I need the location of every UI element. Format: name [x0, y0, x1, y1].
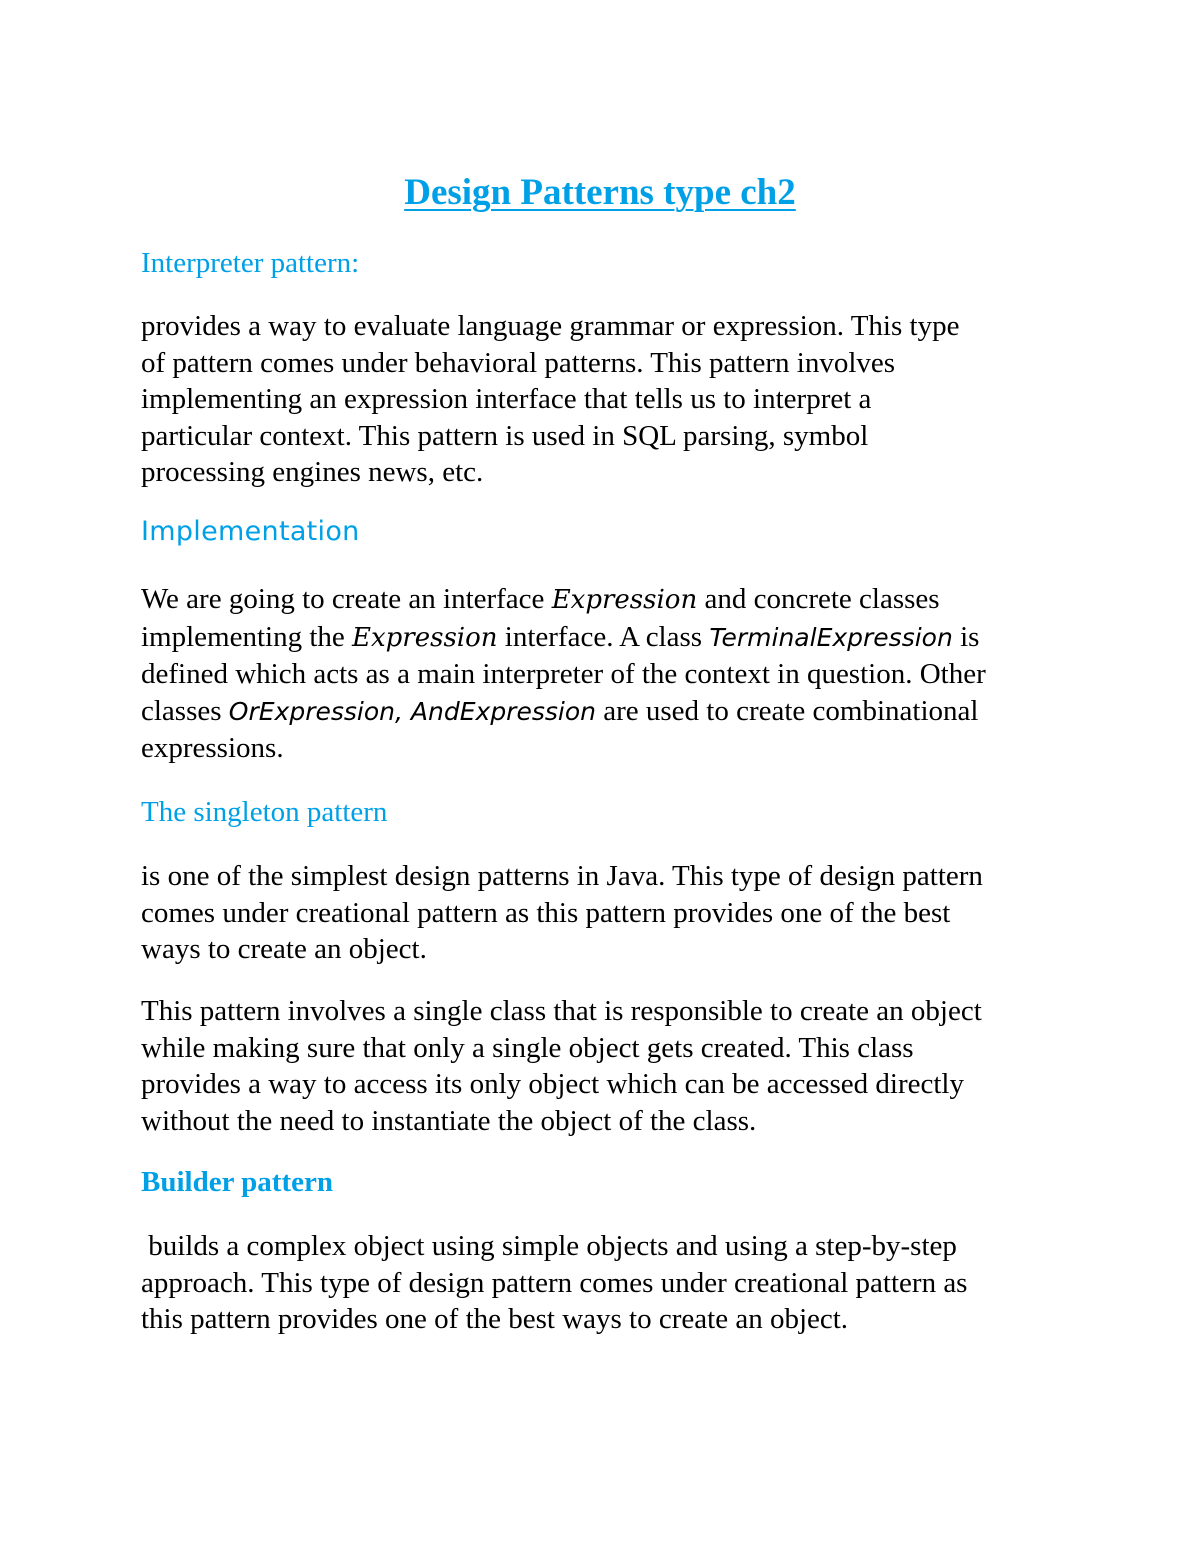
text-line: comes under creational pattern as this pattern provides one of the best	[141, 896, 951, 929]
text-line: This pattern involves a single class that is responsible to create an object	[141, 995, 982, 1027]
singleton-heading: The singleton pattern	[141, 796, 388, 828]
text-span: ,	[395, 696, 411, 726]
text-span: implementing the	[141, 620, 353, 653]
text-line: is one of the simplest design patterns in Java. This type of design pattern	[141, 860, 983, 892]
singleton-paragraph-1	[141, 858, 1071, 968]
builder-heading: Builder pattern	[141, 1166, 333, 1198]
text-line: implementing an expression interface that tells us to interpret a	[141, 383, 872, 415]
text-line: provides a way to access its only object which can be accessed directly	[141, 1068, 964, 1100]
text-line: defined which acts as a main interpreter of the context in question. Other	[141, 658, 986, 690]
text-line	[141, 693, 1071, 731]
text-span: is	[952, 620, 980, 653]
code-term: AndExpression	[410, 696, 596, 726]
code-term: TerminalExpression	[709, 622, 953, 652]
code-term: Expression	[551, 585, 698, 615]
text-line: ways to create an object.	[141, 933, 427, 965]
text-line: builds a complex object using simple objects and using a step-by-step	[141, 1230, 957, 1262]
interpreter-heading: Interpreter pattern:	[141, 247, 360, 279]
text-line: while making sure that only a single object gets created. This class	[141, 1031, 914, 1064]
text-span: classes	[141, 694, 229, 727]
code-term: OrExpression	[228, 696, 395, 726]
text-line: expressions.	[141, 732, 284, 764]
builder-paragraph	[141, 1228, 1071, 1338]
code-term: Expression	[352, 622, 498, 653]
text-line: this pattern provides one of the best ways to create an object.	[141, 1303, 849, 1335]
text-line: provides a way to evaluate language grammar or expression. This type	[141, 310, 960, 342]
text-line: without the need to instantiate the object of the class.	[141, 1104, 757, 1137]
text-line	[141, 619, 1071, 657]
text-line: particular context. This pattern is used in SQL parsing, symbol	[141, 419, 869, 452]
text-span: and concrete classes	[697, 583, 940, 615]
interpreter-paragraph	[141, 308, 1071, 491]
implementation-heading: Implementation	[141, 516, 360, 547]
text-span: We are going to create an interface	[141, 583, 552, 615]
page-title: Design Patterns type ch2	[404, 172, 796, 213]
text-line: processing engines news, etc.	[141, 456, 484, 488]
text-line: of pattern comes under behavioral patterns. This pattern involves	[141, 346, 896, 379]
singleton-paragraph-2	[141, 993, 1071, 1139]
implementation-paragraph	[141, 581, 1071, 767]
text-span: interface. A class	[497, 620, 710, 653]
text-span: are used to create combinational	[595, 694, 979, 727]
text-line: approach. This type of design pattern comes under creational pattern as	[141, 1266, 968, 1299]
text-line	[141, 581, 1071, 619]
